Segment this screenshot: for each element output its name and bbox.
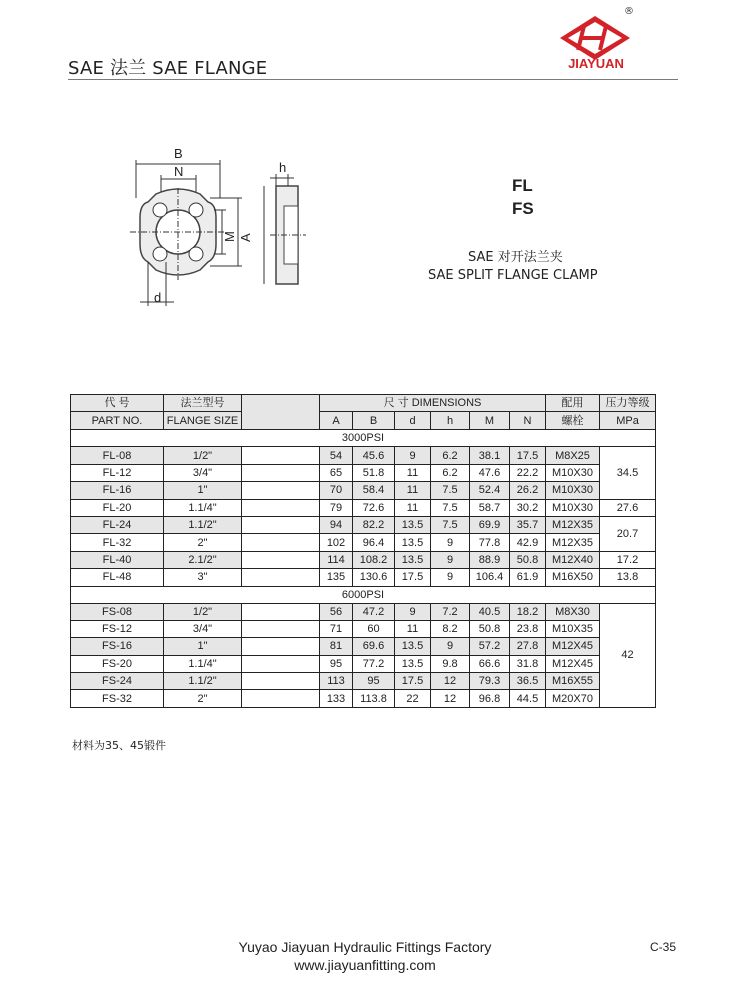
table-cell: 51.8: [353, 464, 395, 481]
table-cell: M8X30: [546, 603, 600, 620]
table-cell: 1": [164, 638, 242, 655]
table-cell: FL-24: [71, 516, 164, 533]
table-cell: M10X35: [546, 620, 600, 637]
table-cell: M20X70: [546, 690, 600, 707]
table-cell: 36.5: [510, 673, 546, 690]
table-cell: 69.6: [353, 638, 395, 655]
table-cell: M8X25: [546, 447, 600, 464]
empty-cell: [242, 673, 320, 690]
table-cell: FL-20: [71, 499, 164, 516]
spec-table: [70, 394, 656, 708]
table-cell: 1": [164, 482, 242, 499]
pressure-cell: 17.2: [600, 551, 656, 568]
table-cell: 106.4: [470, 569, 510, 586]
table-cell: 69.9: [470, 516, 510, 533]
table-cell: 82.2: [353, 516, 395, 533]
table-cell: 42.9: [510, 534, 546, 551]
footer-website: www.jiayuanfitting.com: [294, 957, 436, 973]
table-cell: 22: [395, 690, 431, 707]
table-cell: 72.6: [353, 499, 395, 516]
empty-cell: [242, 499, 320, 516]
registered-mark: ®: [624, 6, 634, 17]
empty-cell: [242, 655, 320, 672]
table-cell: 130.6: [353, 569, 395, 586]
table-cell: 65: [320, 464, 353, 481]
table-cell: 26.2: [510, 482, 546, 499]
table-cell: 9: [395, 603, 431, 620]
table-cell: 45.6: [353, 447, 395, 464]
product-name-en: SAE SPLIT FLANGE CLAMP: [428, 268, 598, 283]
empty-cell: [242, 464, 320, 481]
pressure-cell: 34.5: [600, 447, 656, 499]
table-cell: 79: [320, 499, 353, 516]
table-row: [71, 673, 656, 690]
table-cell: 2": [164, 690, 242, 707]
table-cell: M10X30: [546, 482, 600, 499]
table-cell: 3/4": [164, 464, 242, 481]
header-part-cn: 代 号: [71, 395, 164, 412]
table-cell: 17.5: [395, 673, 431, 690]
table-cell: FL-48: [71, 569, 164, 586]
table-cell: M16X55: [546, 673, 600, 690]
table-cell: 7.5: [431, 499, 470, 516]
product-code-fl: FL: [512, 176, 533, 195]
table-cell: 27.8: [510, 638, 546, 655]
table-cell: FS-08: [71, 603, 164, 620]
table-cell: 7.5: [431, 516, 470, 533]
table-cell: 81: [320, 638, 353, 655]
table-cell: 1.1/4": [164, 499, 242, 516]
table-cell: 52.4: [470, 482, 510, 499]
table-cell: 12: [431, 690, 470, 707]
table-cell: 77.8: [470, 534, 510, 551]
empty-cell: [242, 690, 320, 707]
table-cell: 94: [320, 516, 353, 533]
header-dim-b: B: [353, 412, 395, 430]
empty-cell: [242, 534, 320, 551]
table-cell: FS-32: [71, 690, 164, 707]
brand-name: JIAYUAN: [568, 56, 624, 71]
table-cell: 2": [164, 534, 242, 551]
table-cell: 47.2: [353, 603, 395, 620]
table-cell: 88.9: [470, 551, 510, 568]
table-cell: 30.2: [510, 499, 546, 516]
table-cell: 12: [431, 673, 470, 690]
pressure-cell: 42: [600, 603, 656, 707]
table-cell: 7.2: [431, 603, 470, 620]
table-row: [71, 603, 656, 620]
table-cell: 13.5: [395, 551, 431, 568]
table-cell: 1/2": [164, 603, 242, 620]
table-cell: 6.2: [431, 464, 470, 481]
table-cell: 77.2: [353, 655, 395, 672]
header-pressure-cn: 压力等级: [600, 395, 656, 412]
table-cell: 35.7: [510, 516, 546, 533]
empty-cell: [242, 603, 320, 620]
flange-drawing: [118, 146, 318, 316]
table-cell: 6.2: [431, 447, 470, 464]
table-cell: M12X40: [546, 551, 600, 568]
pressure-cell: 20.7: [600, 516, 656, 551]
header-dim-d: d: [395, 412, 431, 430]
table-cell: FS-16: [71, 638, 164, 655]
table-cell: M12X45: [546, 638, 600, 655]
table-cell: 18.2: [510, 603, 546, 620]
table-cell: 61.9: [510, 569, 546, 586]
table-cell: 58.7: [470, 499, 510, 516]
header-part-en: PART NO.: [71, 412, 164, 430]
table-cell: 95: [320, 655, 353, 672]
header-size-cn: 法兰型号: [164, 395, 242, 412]
table-cell: M12X45: [546, 655, 600, 672]
table-cell: FL-32: [71, 534, 164, 551]
table-cell: 102: [320, 534, 353, 551]
table-cell: 9: [431, 638, 470, 655]
table-cell: FL-12: [71, 464, 164, 481]
header-blank: [242, 395, 320, 430]
table-cell: 79.3: [470, 673, 510, 690]
table-row: [71, 655, 656, 672]
table-row: [71, 516, 656, 533]
table-cell: 47.6: [470, 464, 510, 481]
table-cell: FL-16: [71, 482, 164, 499]
table-cell: 96.4: [353, 534, 395, 551]
table-cell: FL-40: [71, 551, 164, 568]
table-cell: 135: [320, 569, 353, 586]
header-dim-m: M: [470, 412, 510, 430]
table-row: [71, 534, 656, 551]
table-cell: 9: [431, 534, 470, 551]
footer-company: Yuyao Jiayuan Hydraulic Fittings Factory: [238, 939, 492, 955]
empty-cell: [242, 482, 320, 499]
table-cell: 50.8: [470, 620, 510, 637]
label-d: d: [154, 290, 162, 305]
table-row: [71, 620, 656, 637]
table-cell: 7.5: [431, 482, 470, 499]
table-cell: FS-12: [71, 620, 164, 637]
label-b: B: [174, 146, 183, 161]
table-cell: 95: [353, 673, 395, 690]
label-n: N: [174, 164, 184, 179]
table-cell: 9.8: [431, 655, 470, 672]
table-row: [71, 690, 656, 707]
table-cell: 11: [395, 464, 431, 481]
header-pressure-unit: MPa: [600, 412, 656, 430]
table-cell: M12X35: [546, 516, 600, 533]
material-note: 材料为35、45锻件: [72, 739, 166, 752]
table-cell: 38.1: [470, 447, 510, 464]
table-cell: 13.5: [395, 638, 431, 655]
table-cell: FS-20: [71, 655, 164, 672]
table-cell: 31.8: [510, 655, 546, 672]
table-cell: 1/2": [164, 447, 242, 464]
table-cell: 113.8: [353, 690, 395, 707]
product-code-fs: FS: [512, 199, 534, 218]
table-row: [71, 499, 656, 516]
table-cell: 11: [395, 482, 431, 499]
header-dim-a: A: [320, 412, 353, 430]
table-cell: 1.1/2": [164, 516, 242, 533]
table-cell: 3": [164, 569, 242, 586]
table-cell: FS-24: [71, 673, 164, 690]
empty-cell: [242, 551, 320, 568]
empty-cell: [242, 569, 320, 586]
table-cell: M16X50: [546, 569, 600, 586]
table-cell: 13.5: [395, 516, 431, 533]
table-cell: 23.8: [510, 620, 546, 637]
table-cell: 2.1/2": [164, 551, 242, 568]
table-cell: M12X35: [546, 534, 600, 551]
table-cell: 3/4": [164, 620, 242, 637]
header-bolt-cn2: 螺栓: [546, 412, 600, 430]
table-cell: 9: [395, 447, 431, 464]
table-cell: 22.2: [510, 464, 546, 481]
table-cell: 44.5: [510, 690, 546, 707]
table-row: [71, 447, 656, 464]
table-cell: 60: [353, 620, 395, 637]
pressure-cell: 13.8: [600, 569, 656, 586]
header-dimensions: 尺 寸 DIMENSIONS: [320, 395, 546, 412]
table-cell: M10X30: [546, 499, 600, 516]
table-cell: 66.6: [470, 655, 510, 672]
table-cell: 96.8: [470, 690, 510, 707]
table-cell: 70: [320, 482, 353, 499]
table-cell: 71: [320, 620, 353, 637]
table-cell: 57.2: [470, 638, 510, 655]
table-row: [71, 569, 656, 586]
table-cell: 108.2: [353, 551, 395, 568]
pressure-cell: 27.6: [600, 499, 656, 516]
product-name-cn: SAE 对开法兰夹: [468, 250, 563, 265]
table-cell: 114: [320, 551, 353, 568]
table-row: [71, 638, 656, 655]
table-cell: 113: [320, 673, 353, 690]
table-cell: 133: [320, 690, 353, 707]
header-divider: [68, 79, 678, 80]
table-cell: 50.8: [510, 551, 546, 568]
table-cell: M10X30: [546, 464, 600, 481]
table-cell: 17.5: [395, 569, 431, 586]
table-cell: 9: [431, 569, 470, 586]
label-h: h: [279, 160, 287, 175]
table-cell: 54: [320, 447, 353, 464]
table-cell: FL-08: [71, 447, 164, 464]
table-cell: 11: [395, 620, 431, 637]
header-dim-n: N: [510, 412, 546, 430]
table-row: [71, 482, 656, 499]
table-cell: 9: [431, 551, 470, 568]
table-cell: 1.1/2": [164, 673, 242, 690]
header-size-en: FLANGE SIZE: [164, 412, 242, 430]
empty-cell: [242, 447, 320, 464]
table-cell: 17.5: [510, 447, 546, 464]
table-cell: 58.4: [353, 482, 395, 499]
table-cell: 1.1/4": [164, 655, 242, 672]
header-bolt-cn1: 配用: [546, 395, 600, 412]
table-cell: 40.5: [470, 603, 510, 620]
table-cell: 8.2: [431, 620, 470, 637]
table-cell: 56: [320, 603, 353, 620]
group-label-3000psi: 3000PSI: [71, 430, 656, 447]
label-a: A: [238, 233, 253, 242]
empty-cell: [242, 516, 320, 533]
empty-cell: [242, 638, 320, 655]
table-cell: 13.5: [395, 534, 431, 551]
table-cell: 11: [395, 499, 431, 516]
label-m: M: [222, 231, 237, 242]
table-row: [71, 551, 656, 568]
group-label-6000psi: 6000PSI: [71, 586, 656, 603]
page-number: C-35: [650, 940, 677, 954]
header-dim-h: h: [431, 412, 470, 430]
table-row: [71, 464, 656, 481]
table-cell: 13.5: [395, 655, 431, 672]
page-title: SAE 法兰 SAE FLANGE: [68, 58, 268, 79]
empty-cell: [242, 620, 320, 637]
